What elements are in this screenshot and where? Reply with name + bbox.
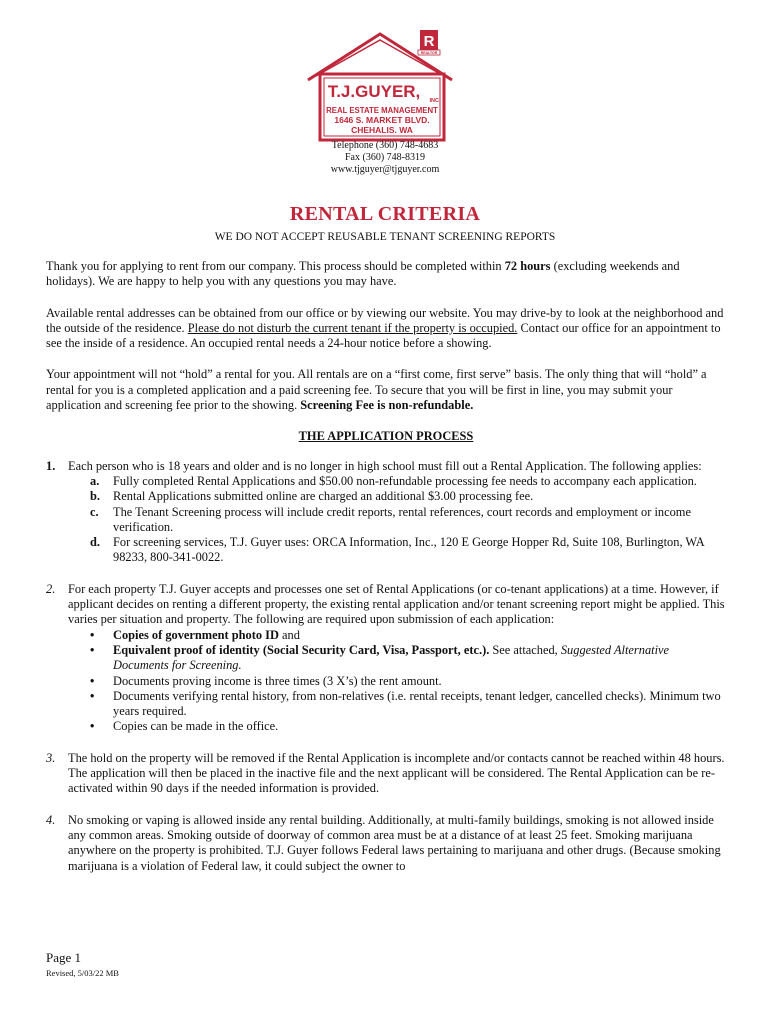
sub-item-a: a. Fully completed Rental Applications and $50.00 non-refundable processing fee needs to accompany each application. [90,473,697,488]
logo-company-suffix: INC. [429,98,441,104]
bullet-item: • Copies can be made in the office. [90,719,279,734]
section-title: THE APPLICATION PROCESS [298,429,474,444]
item-number: 1. [46,458,56,473]
fax: Fax (360) 748-8319 [345,152,425,163]
item-number: 2. [46,581,56,596]
list-item-1 [46,459,726,566]
bullet-item: • Copies of government photo ID and [90,627,300,642]
item-number: 3. [46,750,56,765]
company-logo [302,28,468,146]
logo-line-3: CHEHALIS. WA [351,125,413,135]
bullet-item: • Documents proving income is three times (3 X’s) the rent amount. [90,673,442,688]
intro-paragraph-3: Your appointment will not “hold” a rental for you. All rentals are on a “first come, first serve” basis. The only thing that will “hold” a rental for you is a completed application and a paid screening fee. To secure that you will be first in line, you may submit your application and screening fee prior to the showing. Screening Fee is non-refundable. [46,367,707,413]
logo-line-1: REAL ESTATE MANAGEMENT [326,106,438,115]
list-item-2 [46,582,726,735]
page-title: RENTAL CRITERIA [289,203,481,225]
realtor-badge-caption: REALTOR [420,51,438,55]
list-item-3 [46,751,726,797]
item-text: For each property T.J. Guyer accepts and processes one set of Rental Applications (or co-tenant applications) at a time. However, if applicant decides on renting a different property, the existing rental application and/or tenant screening report might be applied. This varies per situation and property. The following are required upon submission of each application: [68,581,725,627]
house-logo-icon [302,28,468,146]
item-number: 4. [46,812,56,827]
sub-item-c: c. The Tenant Screening process will include credit reports, rental references, court records and employment or income verification. [90,504,691,534]
item-text: Each person who is 18 years and older and is no longer in high school must fill out a Rental Application. The following applies: [68,458,702,473]
page-number: Page 1 [46,950,82,965]
bullet-item: • Documents verifying rental history, from non-relatives (i.e. rental receipts, tenant ledger, cancelled checks). Minimum two years required. [90,688,721,719]
realtor-badge-letter: R [423,33,435,50]
sub-item-d: d. For screening services, T.J. Guyer uses: ORCA Information, Inc., 120 E George Hopper Rd, Suite 108, Burlington, WA 98233, 800-341-0022. [90,535,704,565]
logo-company-name: T.J.GUYER, [327,82,421,101]
email-link[interactable]: www.tjguyer@tjguyer.com [330,164,440,175]
contact-block [0,140,770,176]
item-text: The hold on the property will be removed if the Rental Application is incomplete and/or contacts cannot be reached within 48 hours. The application will then be placed in the inactive file and the next applicant will be considered. The Rental Application can be re-activated within 90 days if the needed information is provided. [68,750,725,796]
revision-note: Revised, 5/03/22 MB [46,968,119,978]
document-body [46,259,726,890]
intro-paragraph-2: Available rental addresses can be obtained from our office or by viewing our website. You may drive-by to look at the neighborhood and the outside of the residence. Please do not disturb the current tenant if the property is occupied. Contact our office for an appointment to see the inside of a residence. An occupied rental needs a 24-hour notice before a showing. [46,305,724,351]
page-subtitle: WE DO NOT ACCEPT REUSABLE TENANT SCREENING REPORTS [214,231,556,243]
telephone: Telephone (360) 748-4683 [331,140,439,151]
list-item-4 [46,813,726,874]
intro-paragraph-1: Thank you for applying to rent from our company. This process should be completed within 72 hours (excluding weekends and holidays). We are happy to help you with any questions you may have. [46,259,680,289]
sub-item-b: b. Rental Applications submitted online are charged an additional $3.00 processing fee. [90,489,534,504]
bullet-item: • Equivalent proof of identity (Social Security Card, Visa, Passport, etc.). See attached, Suggested Alternative Documents for Screening. [90,642,670,673]
logo-line-2: 1646 S. MARKET BLVD. [334,115,430,125]
item-text: No smoking or vaping is allowed inside any rental building. Additionally, at multi-family buildings, smoking is not allowed inside any common areas. Smoking outside of doorway of common area must be at a distance of at least 25 feet. Smoking marijuana anywhere on the property is prohibited. T.J. Guyer follows Federal laws pertaining to marijuana and other drugs. (Because smoking marijuana is a violation of Federal law, it could subject the owner to [68,812,721,873]
